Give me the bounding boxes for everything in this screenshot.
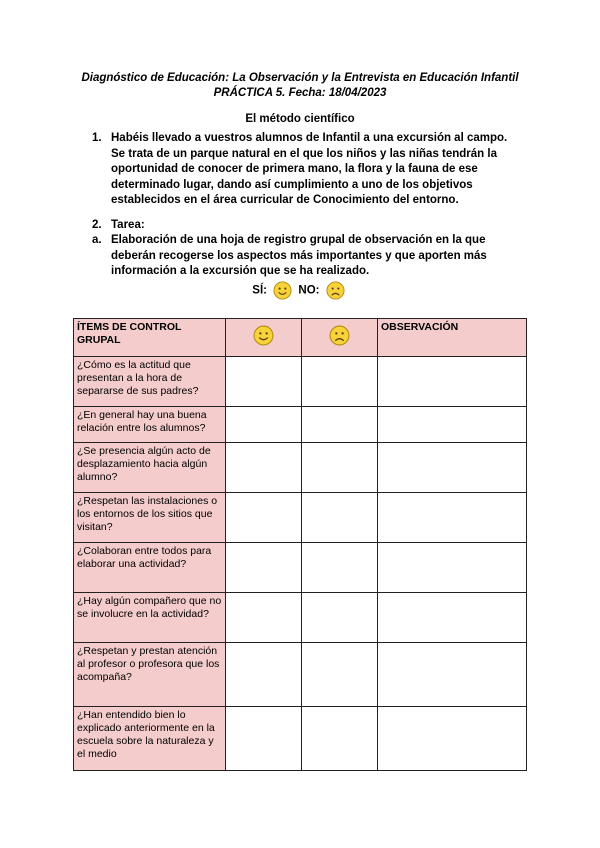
no-cell[interactable] bbox=[302, 707, 378, 771]
header-yes bbox=[226, 319, 302, 357]
observation-cell[interactable] bbox=[378, 707, 527, 771]
table-row bbox=[74, 407, 527, 443]
list-item-2 bbox=[92, 218, 522, 234]
table-row bbox=[74, 443, 527, 493]
list-item-1 bbox=[92, 131, 522, 211]
no-cell[interactable] bbox=[302, 493, 378, 543]
table-header-row bbox=[74, 319, 527, 357]
list-item-letter: a. bbox=[92, 234, 102, 246]
list-item-number: 2. bbox=[92, 219, 102, 231]
observation-cell[interactable] bbox=[378, 543, 527, 593]
yes-cell[interactable] bbox=[226, 493, 302, 543]
row-question: ¿Colaboran entre todos para elaborar una actividad? bbox=[74, 543, 226, 593]
legend-yes-label: SÍ: bbox=[252, 284, 267, 297]
observation-cell[interactable] bbox=[378, 443, 527, 493]
observation-cell[interactable] bbox=[378, 493, 527, 543]
row-question: ¿Se presencia algún acto de desplazamiento hacia algún alumno? bbox=[74, 443, 226, 493]
yes-cell[interactable] bbox=[226, 443, 302, 493]
list-item-number: 1. bbox=[92, 132, 102, 144]
section-title: El método científico bbox=[245, 113, 355, 125]
document-title: Diagnóstico de Educación: La Observación y la Entrevista en Educación Infantil bbox=[81, 72, 519, 84]
table-row bbox=[74, 593, 527, 643]
list-item-text: Habéis llevado a vuestros alumnos de Infantil a una excursión al campo. Se trata de un parque natural en el que los niños y las niñas tendrán la oportunidad de conocer de primera mano, la flora y la fauna de ese determinado lugar, dando así cumplimiento a uno de los objetivos establecidos en el área curricular de Conocimiento del entorno. bbox=[111, 132, 508, 206]
no-cell[interactable] bbox=[302, 407, 378, 443]
yes-cell[interactable] bbox=[226, 593, 302, 643]
row-question: ¿Han entendido bien lo explicado anteriormente en la escuela sobre la naturaleza y el medio bbox=[74, 707, 226, 771]
legend bbox=[0, 281, 600, 300]
header-observation: OBSERVACIÓN bbox=[378, 319, 527, 357]
table-row bbox=[74, 493, 527, 543]
observation-cell[interactable] bbox=[378, 593, 527, 643]
no-cell[interactable] bbox=[302, 593, 378, 643]
row-question: ¿Hay algún compañero que no se involucre en la actividad? bbox=[74, 593, 226, 643]
yes-cell[interactable] bbox=[226, 643, 302, 707]
list-item-a bbox=[92, 233, 522, 281]
no-cell[interactable] bbox=[302, 357, 378, 407]
no-cell[interactable] bbox=[302, 643, 378, 707]
table-row bbox=[74, 357, 527, 407]
header-no bbox=[302, 319, 378, 357]
row-question: ¿En general hay una buena relación entre los alumnos? bbox=[74, 407, 226, 443]
table-row bbox=[74, 707, 527, 771]
observation-cell[interactable] bbox=[378, 357, 527, 407]
smiley-face-icon bbox=[273, 281, 292, 300]
practice-date-line: PRÁCTICA 5. Fecha: 18/04/2023 bbox=[213, 87, 387, 99]
yes-cell[interactable] bbox=[226, 543, 302, 593]
row-question: ¿Respetan y prestan atención al profesor o profesora que los acompaña? bbox=[74, 643, 226, 707]
observation-cell[interactable] bbox=[378, 643, 527, 707]
no-cell[interactable] bbox=[302, 443, 378, 493]
observation-cell[interactable] bbox=[378, 407, 527, 443]
header-items: ÍTEMS DE CONTROL GRUPAL bbox=[74, 319, 226, 357]
table-row bbox=[74, 643, 527, 707]
yes-cell[interactable] bbox=[226, 357, 302, 407]
smiley-face-icon bbox=[253, 325, 274, 346]
yes-cell[interactable] bbox=[226, 707, 302, 771]
yes-cell[interactable] bbox=[226, 407, 302, 443]
row-question: ¿Respetan las instalaciones o los entornos de los sitios que visitan? bbox=[74, 493, 226, 543]
no-cell[interactable] bbox=[302, 543, 378, 593]
list-item-text: Elaboración de una hoja de registro grupal de observación en la que deberán recogerse los aspectos más importantes y que aporten más información a la excursión que se ha realizado. bbox=[111, 234, 487, 277]
sad-face-icon bbox=[326, 281, 345, 300]
row-question: ¿Cómo es la actitud que presentan a la hora de separarse de sus padres? bbox=[74, 357, 226, 407]
table-row bbox=[74, 543, 527, 593]
sad-face-icon bbox=[329, 325, 350, 346]
observation-register-table bbox=[73, 318, 527, 771]
legend-no-label: NO: bbox=[298, 284, 320, 297]
list-item-text: Tarea: bbox=[111, 219, 145, 231]
